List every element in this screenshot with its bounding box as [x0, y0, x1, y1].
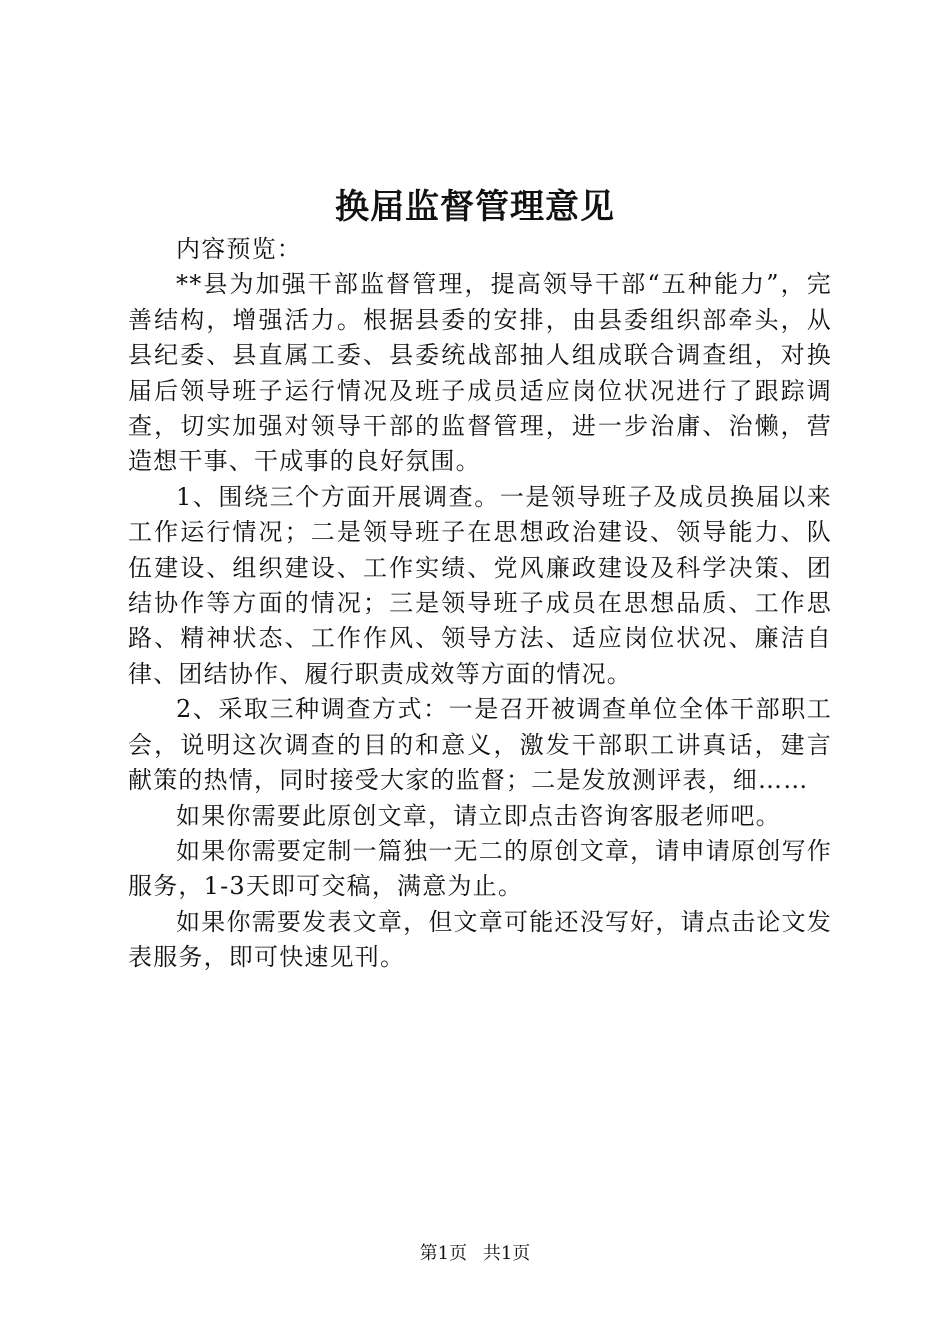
paragraph-intro: **县为加强干部监督管理，提高领导干部“五种能力”，完善结构，增强活力。根据县委的安排，由县委组织部牵头，从县纪委、县直属工委、县委统战部抽人组成联合调查组，对换届后领导班子运行情况及班子成员适应岗位状况进行了跟踪调查，切实加强对领导干部的监督管理，进一步治庸、治懒，营造想干事、干成事的良好氛围。	[128, 270, 832, 476]
paragraph-section-2: 2、采取三种调查方式：一是召开被调查单位全体干部职工会，说明这次调查的目的和意义，激发干部职工讲真话，建言献策的热情，同时接受大家的监督；二是发放测评表，细……	[128, 695, 832, 795]
paragraph-section-1: 1、围绕三个方面开展调查。一是领导班子及成员换届以来工作运行情况；二是领导班子在思想政治建设、领导能力、队伍建设、组织建设、工作实绩、党风廉政建设及科学决策、团结协作等方面的情况；三是领导班子成员在思想品质、工作思路、精神状态、工作作风、领导方法、适应岗位状况、廉洁自律、团结协作、履行职责成效等方面的情况。	[128, 482, 832, 688]
document-title: 换届监督管理意见	[335, 187, 615, 227]
paragraph-publish-link[interactable]: 如果你需要发表文章，但文章可能还没写好，请点击论文发表服务，即可快速见刊。	[128, 907, 832, 972]
document-body	[128, 232, 832, 976]
page-total: 共1页	[482, 1243, 531, 1264]
paragraph-custom-writing-link[interactable]: 如果你需要定制一篇独一无二的原创文章，请申请原创写作服务，1-3天即可交稿，满意为止。	[128, 836, 832, 901]
page-number: 第1页	[419, 1243, 468, 1264]
preview-label: 内容预览：	[176, 235, 302, 263]
paragraph-consult-link[interactable]: 如果你需要此原创文章，请立即点击咨询客服老师吧。	[176, 801, 781, 830]
page-footer	[0, 1241, 950, 1267]
